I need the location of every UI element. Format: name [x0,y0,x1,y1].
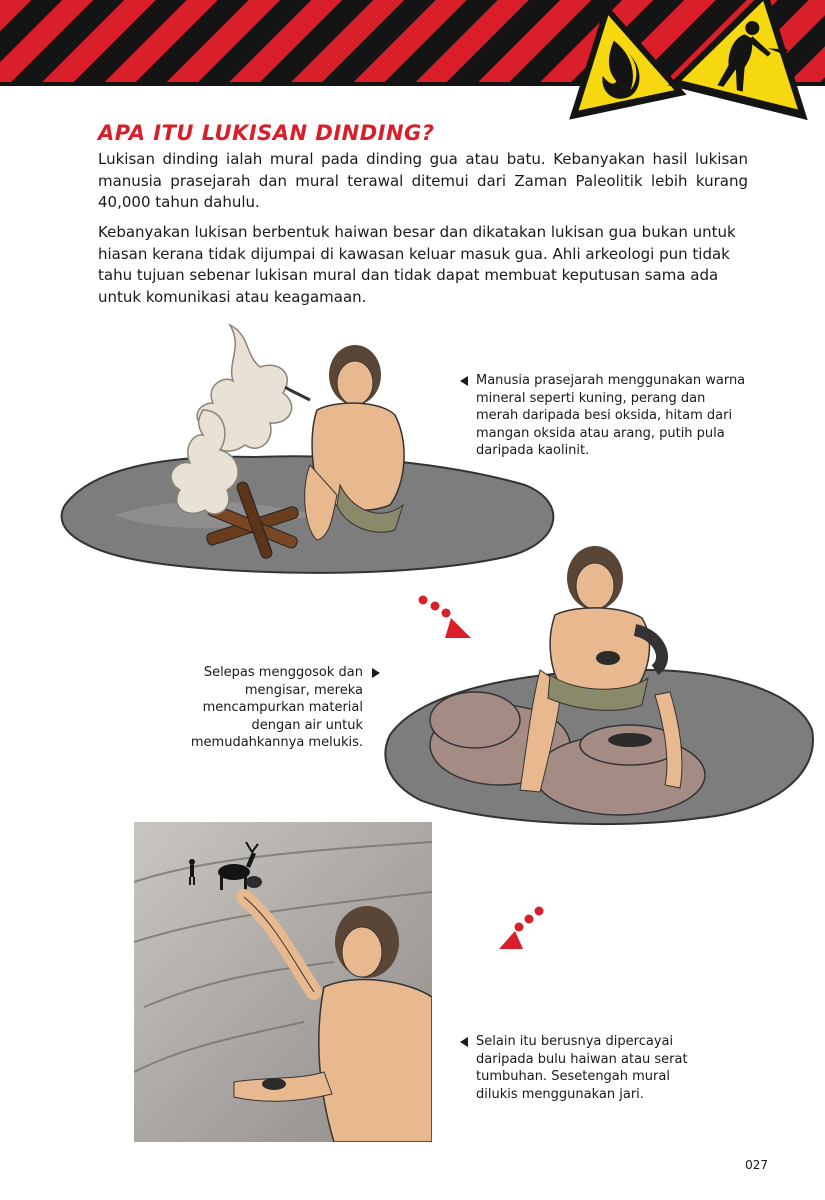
dotted-arrow-down-left [497,903,549,955]
caption-mineral-colors: Manusia prasejarah menggunakan warna mineral seperti kuning, perang dan merah daripada besi oksida, hitam dari mangan oksida atau arang, putih pula daripada kaolinit. [476,373,746,458]
caption-mixing-water: Selepas menggosok dan mengisar, mereka mencampurkan material dengan air untuk memudahkannya melukis. [190,665,363,750]
body-paragraph: Kebanyakan lukisan berbentuk haiwan besar dan dikatakan lukisan gua bukan untuk hiasan kerana tidak dijumpai di kawasan keluar masuk gua. Ahli arkeologi pun tidak tahu tujuan sebenar lukisan mural dan tidak dapat membuat keputusan sama ada untuk komunikasi atau keagamaan. [98,223,736,306]
caption-pointer-left [460,1037,468,1047]
intro-paragraph: Lukisan dinding ialah mural pada dinding gua atau batu. Kebanyakan hasil lukisan manusia prasejarah dan mural terawal ditemui dari Zaman Paleolitik lebih kurang 40,000 tahun dahulu. [98,150,748,211]
fire-warning-sign-icon [560,0,687,120]
caption-pointer-left [460,376,468,386]
illustration-caveman-grinding [380,520,820,840]
caveman-warning-sign-icon [668,0,825,120]
caption-pointer-right [372,668,380,678]
pigment-pile [608,733,652,747]
page-number: 027 [745,1158,768,1172]
illustration-cave-painting [134,822,432,1142]
section-heading: APA ITU LUKISAN DINDING? [98,121,435,145]
caption-brush-finger: Selain itu berusnya dipercayai daripada bulu haiwan atau serat tumbuhan. Sesetengah mural dilukis menggunakan jari. [476,1034,688,1102]
warning-signs [560,0,825,170]
